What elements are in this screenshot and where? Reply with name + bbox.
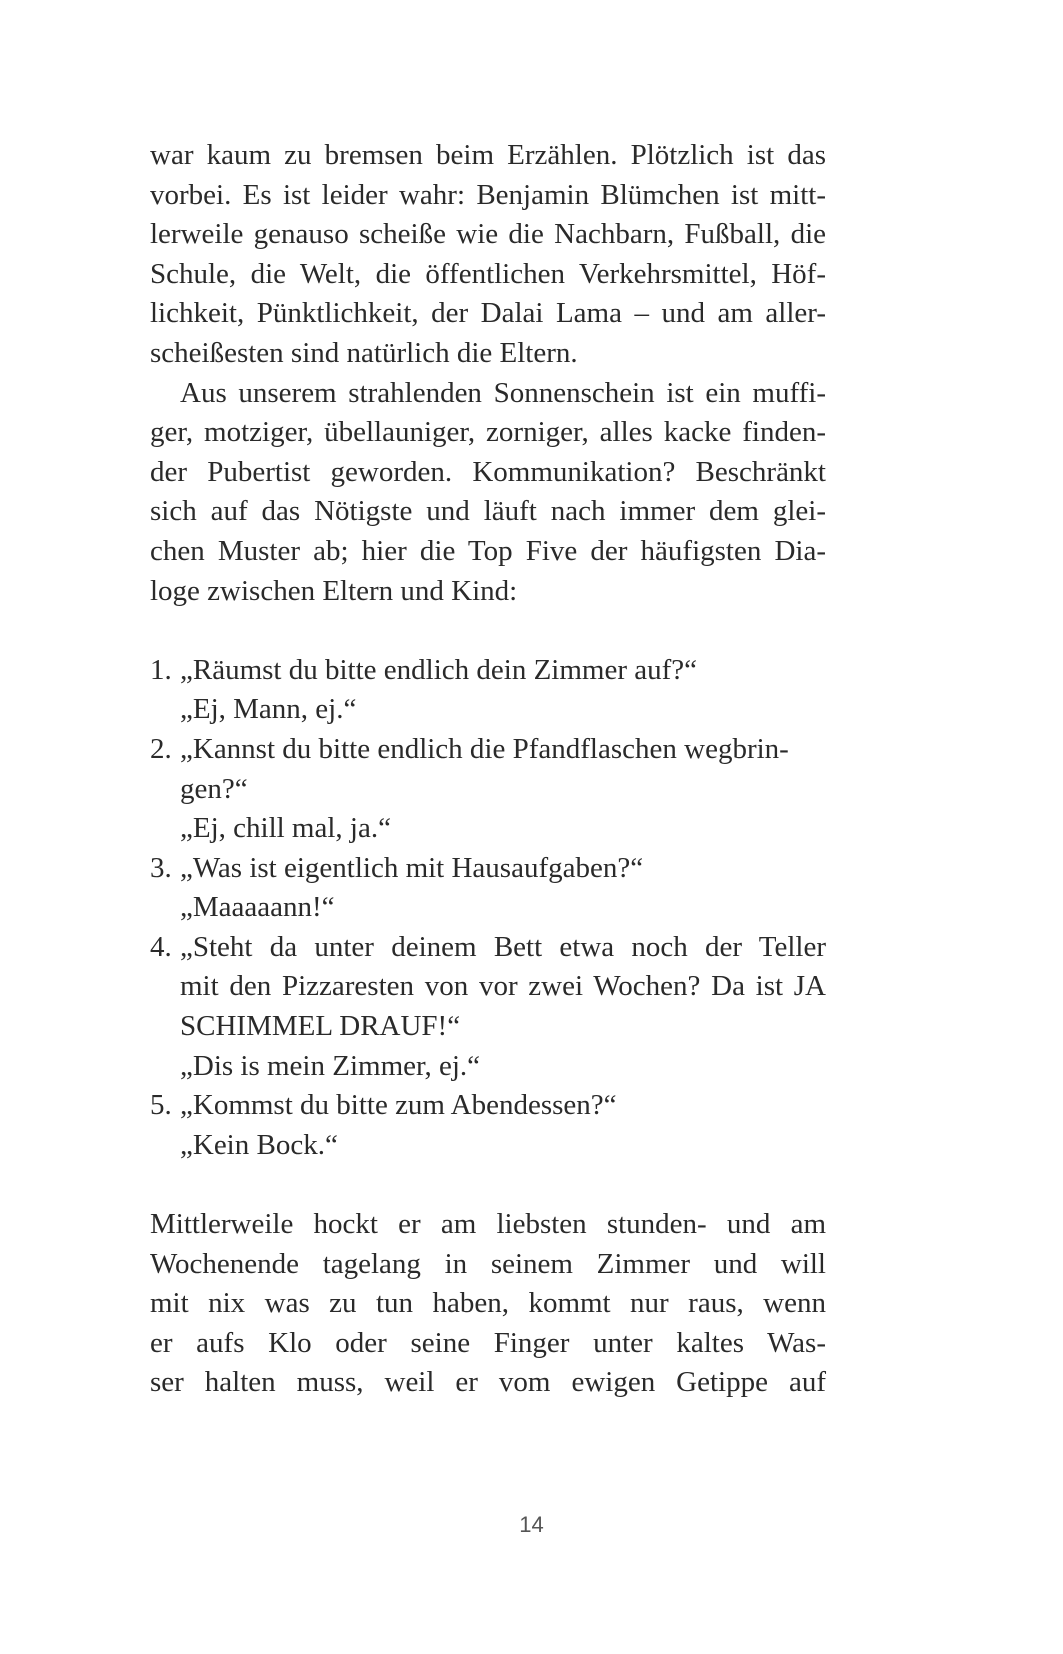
dialogue-question-line: mit den Pizzaresten von vor zwei Wochen? Da ist JA: [180, 970, 826, 1003]
dialogue-question-line: [150, 730, 826, 770]
dialogue-item: [150, 928, 826, 1086]
text-line: Aus unserem strahlenden Sonnenschein ist ein muffi-: [180, 376, 826, 409]
question-text: „Steht da unter deinem Bett etwa noch der Teller: [180, 930, 826, 963]
dialogue-answer: „Kein Bock.“: [180, 1128, 338, 1161]
dialogue-item: [150, 849, 826, 928]
dialogue-item: [150, 730, 826, 849]
text-line: Mittlerweile hockt er am liebsten stunden- und am: [150, 1208, 826, 1241]
text-line: Wochenende tagelang in seinem Zimmer und will: [150, 1247, 826, 1280]
paragraph-3: [150, 1205, 826, 1403]
dialogue-item: [150, 1086, 826, 1165]
dialogue-question-line: [150, 651, 826, 691]
list-number: 2.: [150, 732, 172, 765]
dialogue-answer: „Ej, Mann, ej.“: [180, 693, 357, 726]
text-line: der Pubertist geworden. Kommunikation? Beschränkt: [150, 455, 826, 488]
text-line: mit nix was zu tun haben, kommt nur raus, wenn: [150, 1287, 826, 1320]
paragraph-1: [150, 136, 826, 374]
dialogue-answer: „Ej, chill mal, ja.“: [180, 812, 391, 845]
text-line: ser halten muss, weil er vom ewigen Getippe auf: [150, 1366, 826, 1399]
book-page-body: [150, 136, 826, 1403]
text-line: war kaum zu bremsen beim Erzählen. Plötzlich ist das: [150, 139, 826, 171]
list-number: 3.: [150, 851, 172, 884]
dialogue-question-line: [150, 849, 826, 889]
page-number: 14: [519, 1512, 544, 1537]
list-number: 1.: [150, 653, 172, 686]
text-line: lichkeit, Pünktlichkeit, der Dalai Lama – und am aller-: [150, 297, 826, 330]
dialogue-list: [150, 651, 826, 1166]
dialogue-question-line: SCHIMMEL DRAUF!“: [180, 1010, 461, 1043]
dialogue-question-line: gen?“: [180, 772, 248, 805]
text-line: lerweile genauso scheiße wie die Nachbarn, Fußball, die: [150, 218, 826, 251]
text-line: er aufs Klo oder seine Finger unter kaltes Was-: [150, 1326, 826, 1359]
paragraph-2: [150, 374, 826, 612]
dialogue-answer: „Maaaaann!“: [180, 891, 335, 924]
spacer: [150, 1165, 826, 1205]
list-number: 4.: [150, 930, 172, 963]
text-line: chen Muster ab; hier die Top Five der häufigsten Dia-: [150, 534, 826, 567]
question-text: „Kannst du bitte endlich die Pfandflaschen wegbrin-: [180, 732, 789, 765]
dialogue-item: [150, 651, 826, 730]
question-text: „Räumst du bitte endlich dein Zimmer auf?“: [180, 653, 698, 686]
text-line: ger, motziger, übellauniger, zorniger, alles kacke finden-: [150, 416, 826, 449]
text-line: sich auf das Nötigste und läuft nach immer dem glei-: [150, 495, 826, 528]
question-text: „Kommst du bitte zum Abendessen?“: [180, 1089, 617, 1122]
text-line: vorbei. Es ist leider wahr: Benjamin Blümchen ist mitt-: [150, 178, 826, 211]
text-line: scheißesten sind natürlich die Eltern.: [150, 336, 578, 369]
dialogue-question-line: [150, 928, 826, 968]
text-line: Schule, die Welt, die öffentlichen Verkehrsmittel, Höf-: [150, 257, 826, 290]
dialogue-answer: „Dis is mein Zimmer, ej.“: [180, 1049, 481, 1082]
text-line: loge zwischen Eltern und Kind:: [150, 574, 518, 607]
question-text: „Was ist eigentlich mit Hausaufgaben?“: [180, 851, 644, 884]
spacer: [150, 611, 826, 651]
dialogue-question-line: [150, 1086, 826, 1126]
list-number: 5.: [150, 1089, 172, 1122]
